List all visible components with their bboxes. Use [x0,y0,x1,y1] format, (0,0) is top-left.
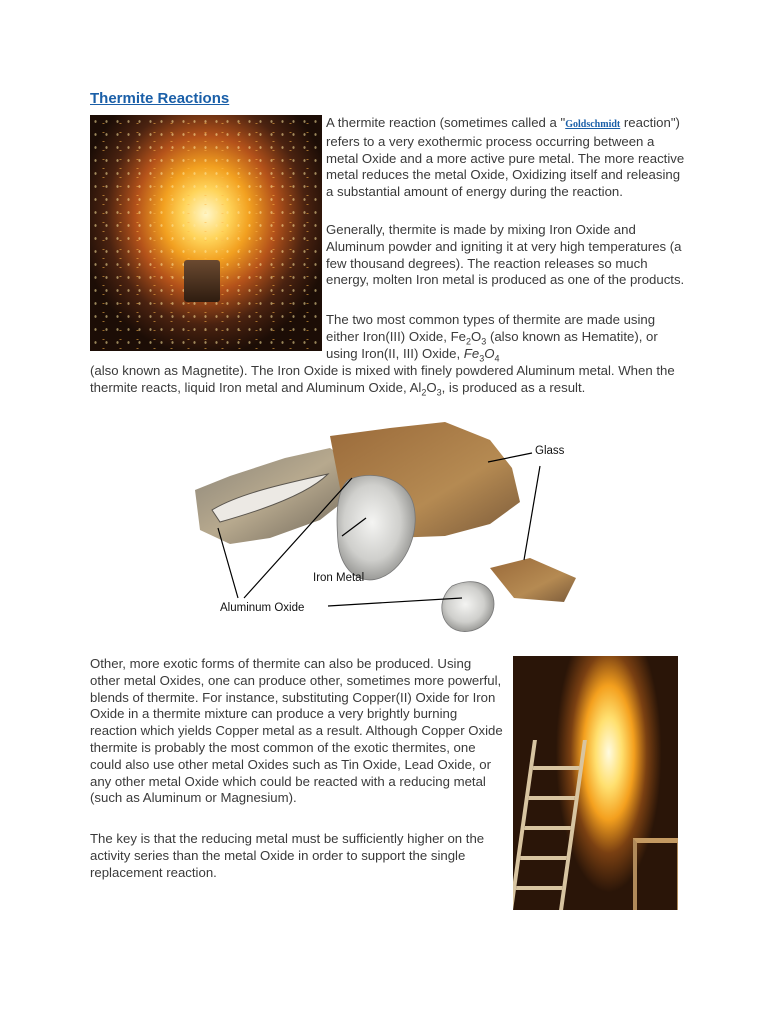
sparks-overlay [90,115,322,351]
activity-series-paragraph: The key is that the reducing metal must be sufficiently higher on the activity series than the metal Oxide in order to support the single replacement reaction. [90,831,485,880]
page-title: Thermite Reactions [90,90,230,107]
types-text-4: (also known as Magnetite). The Iron Oxide is mixed with finely powdered Aluminum metal. When the thermite reacts, liquid Iron metal and Aluminum Oxide, Al [90,363,675,395]
types-paragraph [326,312,686,362]
formula-italic: Fe [463,345,480,361]
intro-paragraph [326,115,686,201]
formula-italic: O [484,345,495,361]
types-paragraph-continued [90,363,690,397]
reaction-container [184,260,220,302]
aluminum-oxide-fragment [442,582,494,632]
types-text-2: O [471,328,482,344]
ladder [513,740,587,910]
types-text-5: O [426,379,437,395]
thermite-products-diagram [190,418,590,643]
stand [633,838,678,910]
types-text-3: (also known as Hematite), or using Iron(II, III) Oxide, [326,328,658,361]
types-text-1: The two most common types of thermite are made using either Iron(III) Oxide, Fe [326,312,656,344]
glass-shard [490,558,576,602]
label-aluminum-oxide: Aluminum Oxide [220,602,305,614]
copper-thermite-photo [513,656,678,910]
subscript: 2 [421,387,427,398]
subscript: 3 [481,336,487,347]
subscript: 3 [436,387,442,398]
label-glass: Glass [535,445,565,457]
iron-metal-lump [337,475,415,580]
subscript: 4 [494,353,500,364]
goldschmidt-link[interactable]: Goldschmidt [565,119,621,130]
subscript: 2 [465,336,471,347]
thermite-reaction-photo [90,115,322,351]
composition-paragraph: Generally, thermite is made by mixing Iron Oxide and Aluminum powder and igniting it at very high temperatures (a few thousand degrees). The reaction releases so much energy, molten Iron metal is produced as one of the products. [326,222,685,288]
subscript: 3 [479,353,485,364]
intro-text-end: reaction") refers to a very exothermic process occurring between a metal Oxide and a more active pure metal. The more reactive metal reduces the metal Oxide, Oxidizing itself and releasing a substantial amount of energy during the reaction. [326,115,685,200]
types-text-6: , is produced as a result. [441,379,586,395]
exotic-thermite-paragraph: Other, more exotic forms of thermite can also be produced. Using other metal Oxides, one can produce other, sometimes more powerful, blends of thermite. For instance, substituting Copper(II) Oxide for Iron Oxide in a thermite mixture can produce a very brightly burning reaction which yields Copper metal as a result. Although Copper Oxide thermite is probably the most common of the exotic thermites, one could also use other metal Oxides such as Tin Oxide, Lead Oxide, or any other metal Oxide which could be reacted with a reducing metal (such as Aluminum or Magnesium). [90,656,503,806]
intro-text-start: A thermite reaction (sometimes called a " [326,115,566,130]
label-iron-metal: Iron Metal [313,572,365,584]
